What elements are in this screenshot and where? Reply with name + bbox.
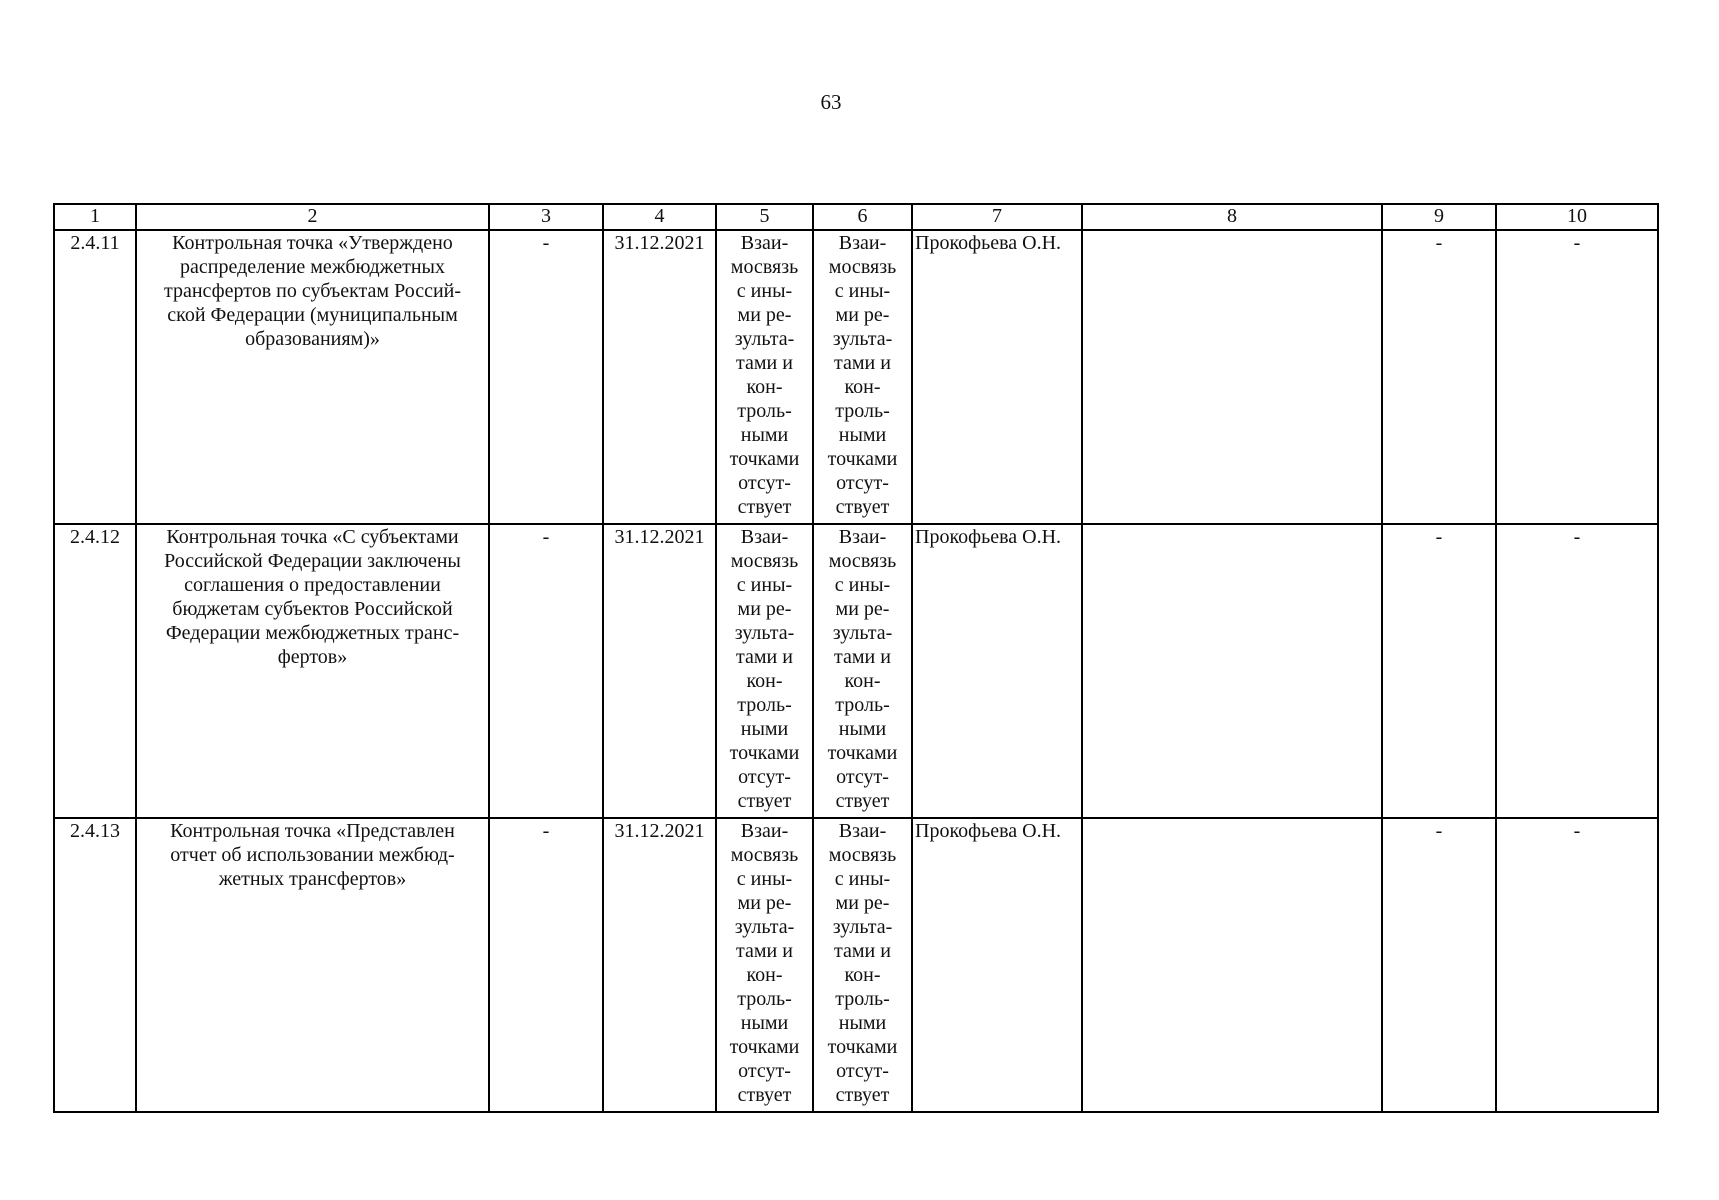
column-8-cell — [1082, 524, 1382, 818]
relationship-cell-5-line: отсут- — [738, 766, 791, 788]
relationship-cell-6-line: ствует — [835, 496, 890, 518]
relationship-cell-6-line: ными — [838, 424, 887, 446]
relationship-cell-5-line: с ины- — [736, 574, 793, 596]
description-cell-line: образованиям)» — [245, 328, 380, 350]
relationship-cell-5-line: зульта- — [734, 916, 795, 938]
column-header: 10 — [1496, 204, 1658, 230]
description-cell-line: ской Федерации (муниципальным — [167, 304, 458, 326]
relationship-cell-5-line: зульта- — [734, 328, 795, 350]
relationship-cell-6-line: кон- — [844, 670, 881, 692]
column-header: 8 — [1082, 204, 1382, 230]
relationship-cell-6-line: отсут- — [836, 472, 889, 494]
column-10-cell: - — [1496, 818, 1658, 1112]
description-cell — [136, 230, 489, 524]
relationship-cell-5-line: мосвязь — [730, 256, 799, 278]
relationship-cell-5-line: ми ре- — [737, 304, 792, 326]
relationship-cell-5-line: Взаи- — [740, 820, 789, 842]
table-header-row — [54, 204, 1658, 230]
relationship-cell-6-line: тами и — [834, 940, 891, 962]
relationship-cell-6-line: мосвязь — [828, 256, 897, 278]
date-cell: 31.12.2021 — [603, 524, 716, 818]
relationship-cell-6-line: зульта- — [832, 916, 893, 938]
relationship-cell-5-line: тами и — [736, 352, 793, 374]
responsible-cell: Прокофьева О.Н. — [912, 524, 1082, 818]
column-3-cell: - — [489, 230, 603, 524]
column-header: 1 — [54, 204, 136, 230]
date-cell: 31.12.2021 — [603, 230, 716, 524]
relationship-cell-6-line: мосвязь — [828, 844, 897, 866]
relationship-cell-6-line: ми ре- — [835, 304, 890, 326]
relationship-cell-5-line: кон- — [746, 670, 783, 692]
item-number-cell: 2.4.12 — [54, 524, 136, 818]
relationship-cell-5-line: точками — [729, 742, 800, 764]
table-row — [54, 818, 1658, 1112]
relationship-cell-6-line: ми ре- — [835, 598, 890, 620]
relationship-cell-6-line: троль- — [835, 694, 890, 716]
item-number-cell: 2.4.13 — [54, 818, 136, 1112]
relationship-cell-5 — [716, 230, 813, 524]
relationship-cell-5-line: троль- — [737, 988, 792, 1010]
relationship-cell-5-line: ными — [740, 1012, 789, 1034]
column-header: 6 — [813, 204, 912, 230]
relationship-cell-5-line: Взаи- — [740, 526, 789, 548]
relationship-cell-5 — [716, 818, 813, 1112]
relationship-cell-6-line: троль- — [835, 400, 890, 422]
relationship-cell-5-line: точками — [729, 1036, 800, 1058]
column-header: 9 — [1382, 204, 1496, 230]
relationship-cell-6-line: тами и — [834, 646, 891, 668]
relationship-cell-6-line: точками — [827, 742, 898, 764]
item-number-cell: 2.4.11 — [54, 230, 136, 524]
description-cell-line: соглашения о предоставлении — [184, 574, 441, 596]
table-row — [54, 230, 1658, 524]
description-cell-line: бюджетам субъектов Российской — [172, 598, 453, 620]
relationship-cell-5-line: мосвязь — [730, 844, 799, 866]
date-cell: 31.12.2021 — [603, 818, 716, 1112]
column-3-cell: - — [489, 524, 603, 818]
relationship-cell-6 — [813, 230, 912, 524]
relationship-cell-6-line: ствует — [835, 1084, 890, 1106]
relationship-cell-6 — [813, 818, 912, 1112]
description-cell-line: Федерации межбюджетных транс- — [165, 622, 460, 644]
relationship-cell-6-line: кон- — [844, 376, 881, 398]
description-cell-line: Контрольная точка «Утверждено — [172, 232, 453, 254]
relationship-cell-5-line: тами и — [736, 646, 793, 668]
relationship-cell-5-line: кон- — [746, 376, 783, 398]
description-cell-line: жетных трансфертов» — [218, 868, 407, 890]
relationship-cell-5-line: с ины- — [736, 868, 793, 890]
relationship-cell-6-line: троль- — [835, 988, 890, 1010]
responsible-cell: Прокофьева О.Н. — [912, 230, 1082, 524]
description-cell-line: трансфертов по субъектам Россий- — [163, 280, 462, 302]
relationship-cell-5-line: ми ре- — [737, 892, 792, 914]
relationship-cell-5-line: кон- — [746, 964, 783, 986]
relationship-cell-5-line: ными — [740, 718, 789, 740]
column-header: 7 — [912, 204, 1082, 230]
relationship-cell-5-line: точками — [729, 448, 800, 470]
relationship-cell-6-line: ными — [838, 1012, 887, 1034]
relationship-cell-6-line: отсут- — [836, 1060, 889, 1082]
column-8-cell — [1082, 230, 1382, 524]
column-header: 5 — [716, 204, 813, 230]
relationship-cell-5-line: ными — [740, 424, 789, 446]
relationship-cell-5-line: тами и — [736, 940, 793, 962]
relationship-cell-6-line: тами и — [834, 352, 891, 374]
relationship-cell-5-line: ствует — [737, 1084, 792, 1106]
relationship-cell-6-line: кон- — [844, 964, 881, 986]
control-points-table — [53, 203, 1659, 1113]
relationship-cell-6-line: точками — [827, 448, 898, 470]
relationship-cell-6-line: с ины- — [834, 574, 891, 596]
relationship-cell-5-line: отсут- — [738, 472, 791, 494]
column-header: 2 — [136, 204, 489, 230]
relationship-cell-5-line: троль- — [737, 694, 792, 716]
column-9-cell: - — [1382, 524, 1496, 818]
column-header: 4 — [603, 204, 716, 230]
relationship-cell-6-line: ствует — [835, 790, 890, 812]
responsible-cell: Прокофьева О.Н. — [912, 818, 1082, 1112]
column-9-cell: - — [1382, 818, 1496, 1112]
relationship-cell-6-line: точками — [827, 1036, 898, 1058]
relationship-cell-5-line: ми ре- — [737, 598, 792, 620]
description-cell-line: Контрольная точка «Представлен — [170, 820, 455, 842]
relationship-cell-5 — [716, 524, 813, 818]
relationship-cell-5-line: отсут- — [738, 1060, 791, 1082]
relationship-cell-6 — [813, 524, 912, 818]
relationship-cell-6-line: с ины- — [834, 868, 891, 890]
relationship-cell-6-line: Взаи- — [838, 232, 887, 254]
relationship-cell-5-line: с ины- — [736, 280, 793, 302]
relationship-cell-5-line: зульта- — [734, 622, 795, 644]
column-3-cell: - — [489, 818, 603, 1112]
description-cell-line: распределение межбюджетных — [180, 256, 445, 278]
relationship-cell-5-line: Взаи- — [740, 232, 789, 254]
relationship-cell-6-line: мосвязь — [828, 550, 897, 572]
table-row — [54, 524, 1658, 818]
relationship-cell-6-line: с ины- — [834, 280, 891, 302]
description-cell-line: отчет об использовании межбюд- — [170, 844, 455, 866]
column-10-cell: - — [1496, 230, 1658, 524]
relationship-cell-5-line: мосвязь — [730, 550, 799, 572]
relationship-cell-6-line: зульта- — [832, 328, 893, 350]
column-10-cell: - — [1496, 524, 1658, 818]
relationship-cell-5-line: троль- — [737, 400, 792, 422]
relationship-cell-5-line: ствует — [737, 790, 792, 812]
page-number: 63 — [820, 90, 842, 114]
description-cell-line: Контрольная точка «С субъектами — [166, 526, 459, 548]
description-cell — [136, 818, 489, 1112]
relationship-cell-5-line: ствует — [737, 496, 792, 518]
column-header: 3 — [489, 204, 603, 230]
description-cell-line: Российской Федерации заключены — [164, 550, 461, 572]
relationship-cell-6-line: Взаи- — [838, 820, 887, 842]
description-cell — [136, 524, 489, 818]
column-8-cell — [1082, 818, 1382, 1112]
description-cell-line: фертов» — [277, 646, 348, 668]
column-9-cell: - — [1382, 230, 1496, 524]
relationship-cell-6-line: отсут- — [836, 766, 889, 788]
relationship-cell-6-line: зульта- — [832, 622, 893, 644]
relationship-cell-6-line: Взаи- — [838, 526, 887, 548]
relationship-cell-6-line: ми ре- — [835, 892, 890, 914]
relationship-cell-6-line: ными — [838, 718, 887, 740]
